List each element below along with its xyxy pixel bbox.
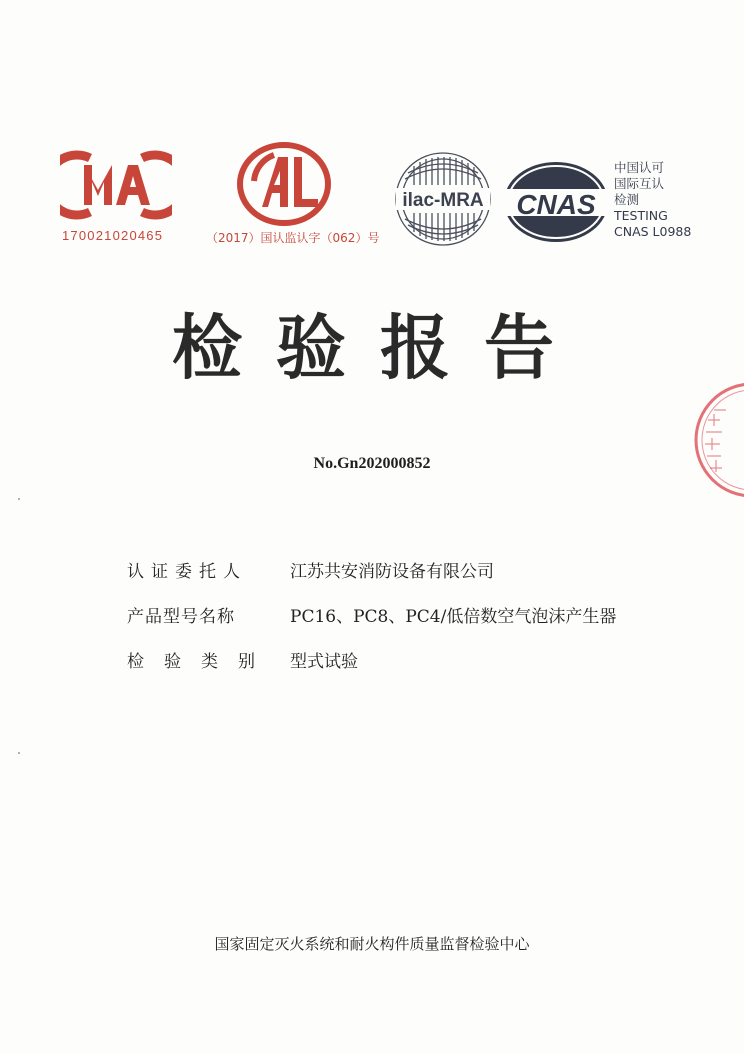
cnas-line: 中国认可 xyxy=(614,160,665,175)
ilac-mra-logo xyxy=(390,149,496,249)
field-value: 型式试验 xyxy=(290,652,358,672)
cal-logo xyxy=(234,141,334,227)
ilac-mark: ilac-MRA xyxy=(402,190,484,211)
cnas-line: CNAS L0988 xyxy=(614,224,692,239)
field-label: 产品型号名称 xyxy=(127,607,235,627)
cnas-line: 检测 xyxy=(614,192,640,207)
cnas-accreditation-text xyxy=(614,160,691,240)
cnas-logo xyxy=(500,160,612,244)
field-value: 江苏共安消防设备有限公司 xyxy=(290,562,494,582)
field-label: 认证委托人 xyxy=(127,562,247,582)
field-label: 检验类别 xyxy=(127,652,275,672)
cma-code: 170021020465 xyxy=(62,228,164,243)
cnas-line: 国际互认 xyxy=(614,176,665,191)
cal-code: （2017）国认监认字（062）号 xyxy=(206,231,380,245)
seal-stamp-partial xyxy=(690,380,744,504)
cma-logo xyxy=(60,150,172,220)
scan-speck xyxy=(18,752,20,754)
report-number: No.Gn202000852 xyxy=(313,455,431,472)
scan-speck xyxy=(18,498,20,500)
issuing-organization: 国家固定灭火系统和耐火构件质量监督检验中心 xyxy=(214,935,530,953)
report-title: 检验报告 xyxy=(172,307,588,389)
field-value: PC16、PC8、PC4/低倍数空气泡沫产生器 xyxy=(290,607,617,627)
cnas-mark: CNAS xyxy=(516,189,596,220)
cnas-line: TESTING xyxy=(614,208,668,223)
